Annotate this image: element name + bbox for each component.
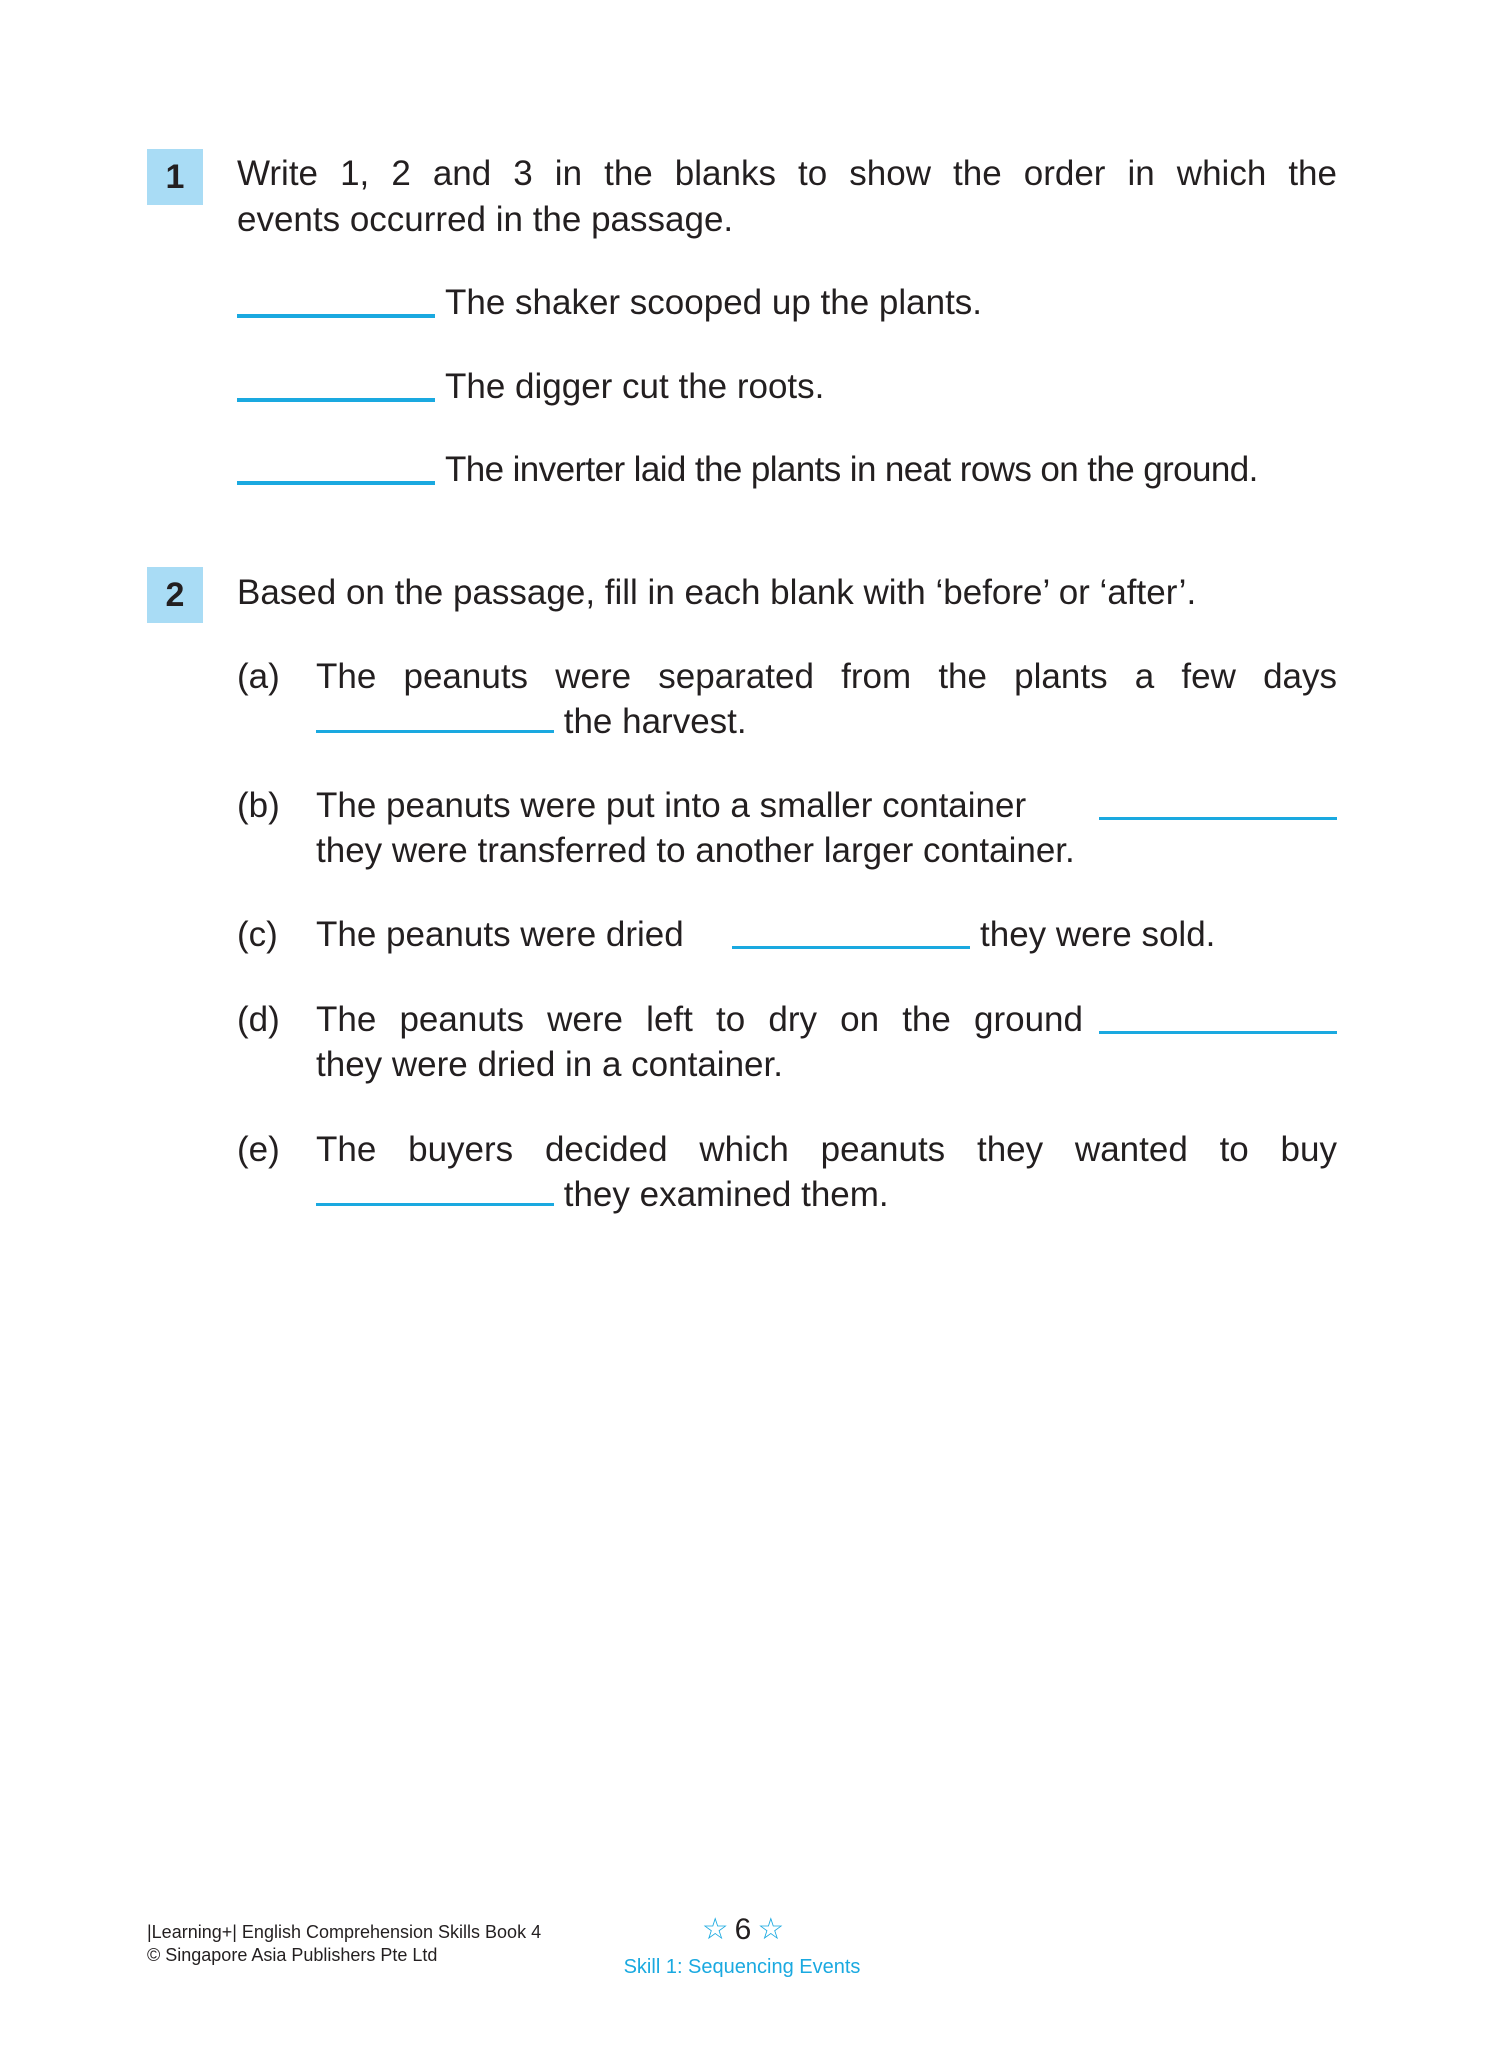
item-c-text: The peanuts were dried xyxy=(316,915,684,954)
page-number-block xyxy=(690,1912,796,1948)
answer-blank-d[interactable] xyxy=(1099,1031,1337,1034)
question-1-instruction: Write 1, 2 and 3 in the blanks to show the order in which the xyxy=(237,154,1337,193)
event-item: The shaker scooped up the plants. xyxy=(445,283,983,322)
item-label-e: (e) xyxy=(237,1130,280,1169)
item-a-line2 xyxy=(316,700,747,744)
item-label-c: (c) xyxy=(237,915,278,954)
question-2-number-badge: 2 xyxy=(147,567,203,623)
item-label-b: (b) xyxy=(237,786,280,825)
item-b-text-cont: they were transferred to another larger container. xyxy=(316,831,1075,870)
item-label-a: (a) xyxy=(237,657,280,696)
star-icon: ☆ xyxy=(701,1913,729,1946)
footer-skill-name: Skill 1: Sequencing Events xyxy=(623,1956,861,1978)
page-number: 6 xyxy=(734,1913,752,1946)
answer-blank-b[interactable] xyxy=(1099,817,1337,820)
item-b-text: The peanuts were put into a smaller container xyxy=(316,786,1027,825)
question-1-number-badge: 1 xyxy=(147,149,203,205)
answer-blank-a[interactable] xyxy=(316,730,554,733)
question-1-instruction-cont: events occurred in the passage. xyxy=(237,200,734,239)
item-label-d: (d) xyxy=(237,1000,280,1039)
order-blank-1[interactable] xyxy=(237,314,435,318)
footer-book-title: |Learning+| English Comprehension Skills Book 4 xyxy=(147,1922,542,1942)
item-e-text: The buyers decided which peanuts they wanted to buy xyxy=(316,1130,1337,1169)
order-blank-2[interactable] xyxy=(237,398,435,402)
item-c-text-cont: they were sold. xyxy=(980,915,1216,954)
event-item: The digger cut the roots. xyxy=(445,367,825,406)
answer-blank-e[interactable] xyxy=(316,1203,554,1206)
answer-blank-c[interactable] xyxy=(732,946,970,949)
footer-copyright: © Singapore Asia Publishers Pte Ltd xyxy=(147,1945,438,1965)
item-a-text: The peanuts were separated from the plants a few days xyxy=(316,657,1337,696)
item-d-text: The peanuts were left to dry on the ground xyxy=(316,1000,1083,1039)
event-item: The inverter laid the plants in neat rows on the ground. xyxy=(445,450,1258,489)
item-e-text-cont: they examined them. xyxy=(563,1175,889,1214)
item-a-text-cont: the harvest. xyxy=(563,702,747,741)
item-e-line2 xyxy=(316,1173,889,1217)
item-b-line1 xyxy=(316,784,1026,828)
question-2-instruction: Based on the passage, fill in each blank with ‘before’ or ‘after’. xyxy=(237,573,1197,612)
item-d-text-cont: they were dried in a container. xyxy=(316,1045,783,1084)
star-icon: ☆ xyxy=(757,1913,785,1946)
order-blank-3[interactable] xyxy=(237,481,435,485)
